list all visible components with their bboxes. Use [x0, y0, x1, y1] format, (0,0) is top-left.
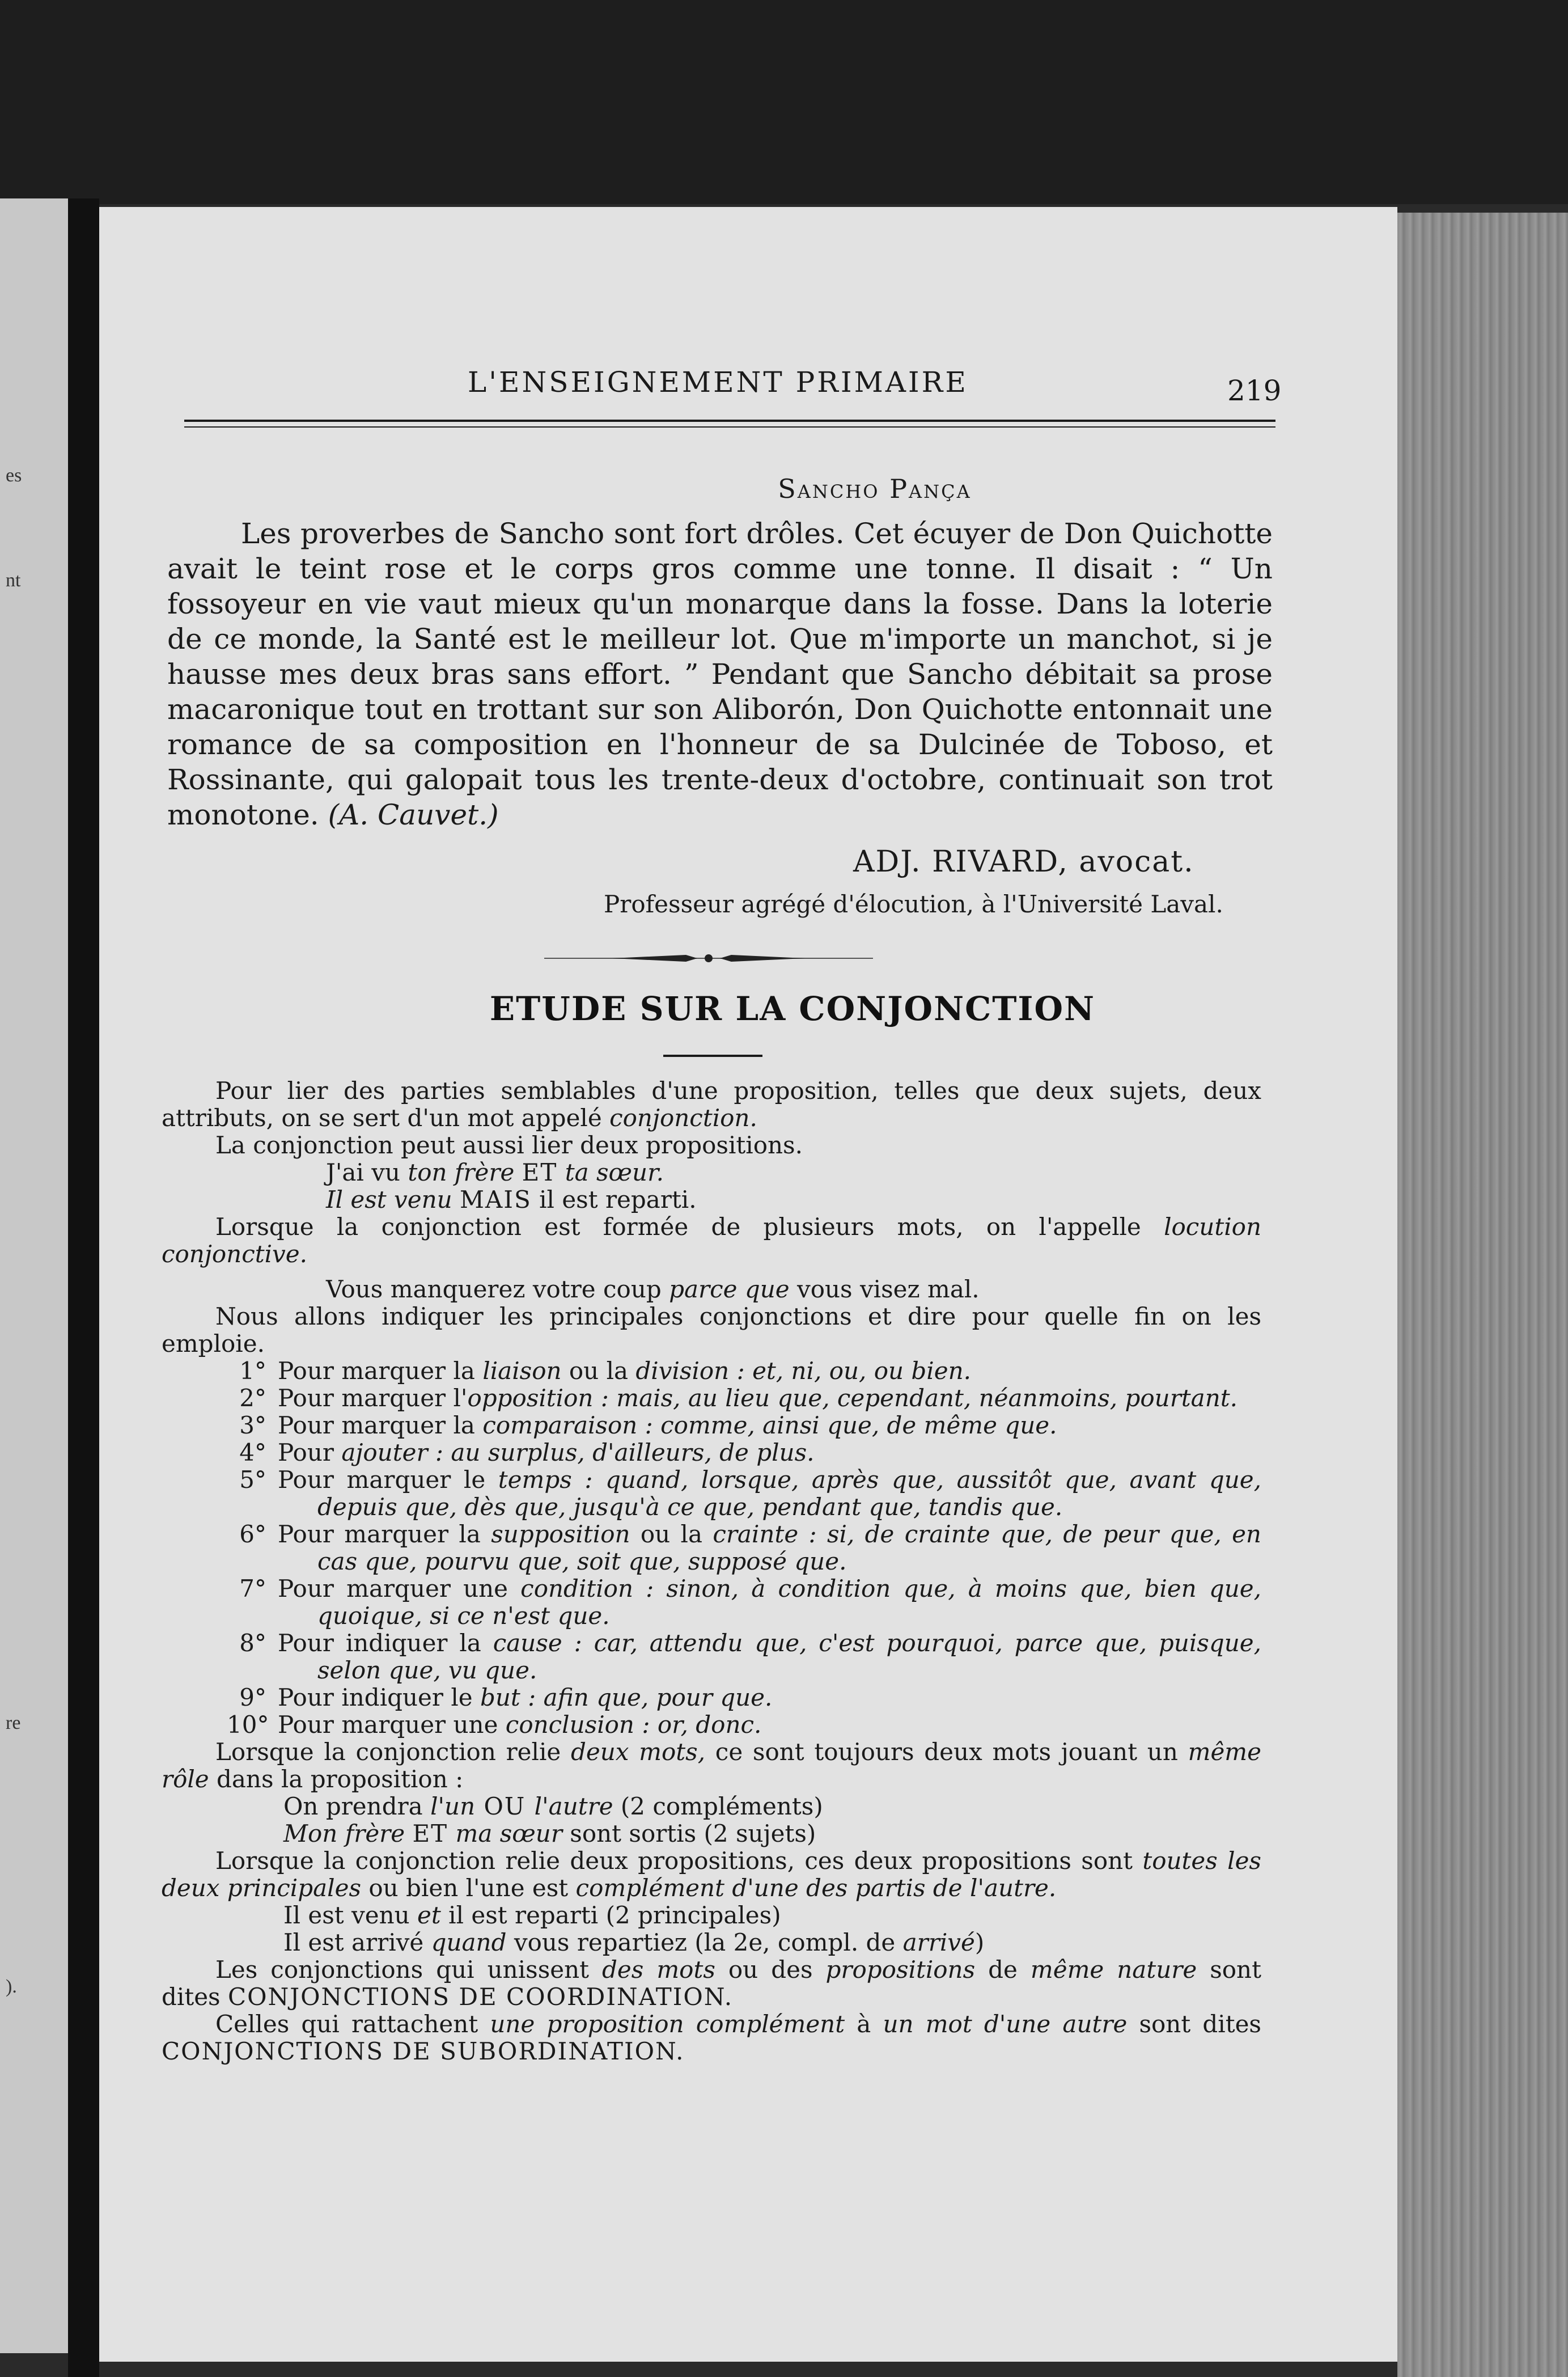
text: ou des [715, 1956, 826, 1983]
text-italic: quand [431, 1928, 507, 1956]
text-italic: division : et, ni, ou, ou bien. [635, 1357, 971, 1385]
list-item [162, 1684, 1261, 1711]
text-italic: condition : sinon, à condition que, à moins que, bien que, quoique, si ce n'est que. [317, 1575, 1261, 1630]
text: Pour lier des parties semblables d'une proposition, telles que deux sujets, deux attributs, on se sert d'un mot appelé [162, 1077, 1261, 1132]
text: Pour indiquer le [278, 1684, 480, 1711]
text: ) [974, 1928, 985, 1956]
text: Lorsque la conjonction relie deux propositions, ces deux propositions sont [215, 1847, 1143, 1875]
item-number: 2° [239, 1384, 266, 1412]
text: Les conjonctions qui unissent [215, 1956, 603, 1983]
header-rule-thin [184, 426, 1275, 428]
background-top [0, 0, 1568, 204]
item-number: 1° [239, 1357, 266, 1385]
list-item [162, 1630, 1261, 1684]
text: vous visez mal. [789, 1275, 980, 1303]
list-item [162, 1385, 1261, 1412]
text-italic: parce que [669, 1275, 790, 1303]
text-smallcaps: ET [522, 1158, 558, 1186]
text-smallcaps: OU [475, 1792, 535, 1820]
paragraph [162, 1077, 1261, 1132]
text-italic: ton frère [408, 1158, 522, 1186]
text: sont sortis (2 sujets) [562, 1820, 816, 1847]
item-number: 7° [239, 1575, 266, 1602]
item-number: 3° [239, 1411, 266, 1439]
example-line [162, 1159, 1261, 1186]
text-italic: cause : car, attendu que, c'est pourquoi, parce que, puisque, selon que, vu que. [317, 1629, 1261, 1684]
list-item [162, 1711, 1261, 1739]
text-italic: temps : quand, lorsque, après que, aussitôt que, avant que, depuis que, dès que, jusqu'à ce que, pendant que, tandis que. [317, 1466, 1261, 1521]
text-italic: supposition [491, 1520, 630, 1548]
title-underline [663, 1055, 762, 1057]
text: Pour marquer l' [278, 1384, 468, 1412]
paragraph [162, 1956, 1261, 2011]
text-italic: complément d'une des partis de l'autre. [575, 1874, 1057, 1902]
item-number: 10° [227, 1711, 269, 1739]
item-number: 9° [239, 1684, 266, 1711]
text-italic: ma sœur [448, 1820, 562, 1847]
text: (2 compléments) [613, 1792, 823, 1820]
text: Celles qui rattachent [215, 2010, 490, 2038]
text: Pour [278, 1439, 342, 1466]
list-item [162, 1439, 1261, 1466]
text-italic: Mon frère [283, 1820, 413, 1847]
citation: (A. Cauvet.) [328, 798, 499, 831]
text: il est reparti (2 principales) [440, 1901, 781, 1929]
text-italic: opposition : mais, au lieu que, cependant, néanmoins, pourtant. [467, 1384, 1238, 1412]
list-item [162, 1412, 1261, 1439]
text: dans la proposition : [209, 1765, 464, 1793]
text-italic: crainte : si, de crainte que, de peur que, en cas que, pourvu que, soit que, supposé que. [317, 1520, 1261, 1575]
text: ce sont toujours deux mots jouant un [705, 1738, 1188, 1766]
conjonction-body [162, 1077, 1261, 2065]
text: Pour marquer le [278, 1466, 498, 1494]
text: sont dites [1127, 2010, 1261, 2038]
text: Pour marquer une [278, 1575, 521, 1602]
text-italic: deux mots, [570, 1738, 706, 1766]
left-page-fragment: ). [6, 1976, 17, 1997]
text-italic: ajouter : au surplus, d'ailleurs, de plus. [341, 1439, 815, 1466]
author-name: ADJ. RIVARD, avocat. [853, 845, 1194, 879]
list-item [162, 1466, 1261, 1521]
paragraph: La conjonction peut aussi lier deux propositions. [215, 1131, 803, 1159]
item-number: 6° [239, 1520, 266, 1548]
text: sont dites [162, 1956, 1261, 2011]
example-line [162, 1929, 1261, 1956]
text-italic: et [417, 1901, 441, 1929]
paragraph [162, 1739, 1261, 1793]
left-page-fragment: nt [6, 570, 21, 591]
text: Pour marquer une [278, 1711, 506, 1739]
text: Pour marquer la [278, 1411, 483, 1439]
text-italic: toutes les deux principales [162, 1847, 1261, 1902]
text: Il est venu [283, 1901, 418, 1929]
page-number: 219 [1227, 374, 1282, 407]
example-line [162, 1276, 1261, 1303]
ornament-divider [544, 947, 873, 970]
text-italic: Il est venu [326, 1186, 460, 1213]
book-gutter [68, 198, 99, 2377]
text: à [845, 2010, 883, 2038]
conjunction-list [162, 1357, 1261, 1739]
author-role: Professeur agrégé d'élocution, à l'Université Laval. [604, 890, 1223, 918]
text: Pour indiquer la [278, 1629, 493, 1657]
text: Il est arrivé [283, 1928, 431, 1956]
text-italic: des mots [602, 1956, 715, 1983]
text-smallcaps: ET [412, 1820, 448, 1847]
text-smallcaps: MAIS [460, 1186, 532, 1213]
text: de [975, 1956, 1031, 1983]
list-item [162, 1357, 1261, 1385]
text: il est reparti. [531, 1186, 697, 1213]
section-title-conjonction: ETUDE SUR LA CONJONCTION [489, 989, 1096, 1028]
text-italic: conjonction. [609, 1104, 757, 1132]
text-smallcaps: CONJONCTIONS DE SUBORDINATION. [162, 2037, 685, 2065]
text: ou la [630, 1520, 713, 1548]
item-number: 4° [239, 1439, 266, 1466]
example-line [162, 1186, 1261, 1213]
text-italic: comparaison : comme, ainsi que, de même que. [482, 1411, 1057, 1439]
text-smallcaps: CONJONCTIONS DE COORDINATION. [227, 1983, 734, 2011]
text-italic: ta sœur. [557, 1158, 664, 1186]
text: Vous manquerez votre coup [326, 1275, 669, 1303]
paragraph [162, 1847, 1261, 1902]
list-item [162, 1521, 1261, 1575]
sancho-paragraph [167, 516, 1273, 832]
text: vous repartiez (la 2e, compl. de [506, 1928, 903, 1956]
paragraph [162, 1213, 1261, 1268]
left-page-fragment: es [6, 465, 22, 486]
text: J'ai vu [326, 1158, 408, 1186]
text-italic: propositions [825, 1956, 976, 1983]
item-number: 5° [239, 1466, 266, 1494]
text-italic: conclusion : or, donc. [505, 1711, 762, 1739]
example-line [162, 1820, 1261, 1847]
text-italic: un mot d'une autre [883, 2010, 1128, 2038]
text: Pour marquer la [278, 1520, 491, 1548]
text: ou la [561, 1357, 636, 1385]
text-italic: même nature [1030, 1956, 1197, 1983]
text-italic: une proposition complément [490, 2010, 845, 2038]
page-edges [1397, 213, 1568, 2377]
text-italic: locution conjonctive. [162, 1213, 1261, 1268]
text-italic: arrivé [902, 1928, 975, 1956]
text-italic: l'un [430, 1792, 476, 1820]
text-italic: l'autre [534, 1792, 613, 1820]
text: ou bien l'une est [361, 1874, 576, 1902]
item-number: 8° [239, 1629, 266, 1657]
header-rule [184, 420, 1275, 422]
running-header: L'ENSEIGNEMENT PRIMAIRE [468, 366, 968, 399]
paragraph-text: Les proverbes de Sancho sont fort drôles. Cet écuyer de Don Quichotte avait le teint rose et le corps gros comme une tonne. Il disait : “ Un fossoyeur en vie vaut mieux qu'un monarque dans la fosse. Dans la loterie de ce monde, la Santé est le meilleur lot. Que m'importe un manchot, si je hausse mes deux bras sans effort. ” Pendant que Sancho débitait sa prose macaronique tout en trottant sur son Aliborón, Don Quichotte entonnait une romance de sa composition en l'honneur de sa Dulcinée de Toboso, et Rossinante, qui galopait tous les trente-deux d'octobre, continuait son trot monotone. [167, 517, 1273, 831]
text-italic: liaison [482, 1357, 562, 1385]
example-line [162, 1793, 1261, 1820]
text: On prendra [283, 1792, 431, 1820]
left-page-fragment: re [6, 1712, 21, 1733]
paragraph [162, 2011, 1261, 2065]
text: Lorsque la conjonction relie [215, 1738, 571, 1766]
example-line [162, 1902, 1261, 1929]
text-italic: but : afin que, pour que. [480, 1684, 773, 1711]
text: Lorsque la conjonction est formée de plusieurs mots, on l'appelle [215, 1213, 1164, 1241]
paragraph: Nous allons indiquer les principales conjonctions et dire pour quelle fin on les emploie. [162, 1302, 1261, 1357]
list-item [162, 1575, 1261, 1630]
left-page-edge [0, 198, 68, 2353]
text: Pour marquer la [278, 1357, 483, 1385]
text-italic: même rôle [162, 1738, 1261, 1793]
section-title-sancho: Sancho Pança [778, 473, 972, 504]
